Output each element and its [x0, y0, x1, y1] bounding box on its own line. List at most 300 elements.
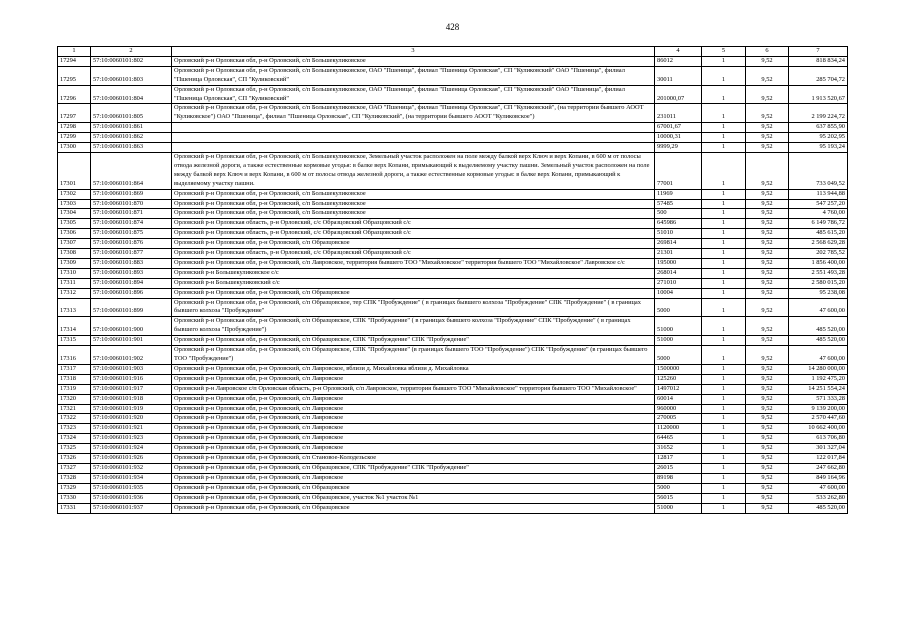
table-body: [58, 56, 848, 513]
row-number-cell: 17325: [58, 444, 91, 454]
share-cell: 1: [702, 85, 746, 104]
cadastral-value-cell: 2 570 447,60: [789, 414, 848, 424]
location-cell: Орловский р-н Орловская обл, р-н Орловский, с/п Становое-Колодезьское: [172, 454, 655, 464]
share-cell: 1: [702, 199, 746, 209]
table-row: [58, 268, 848, 278]
table-row: [58, 346, 848, 365]
share-cell: 1: [702, 404, 746, 414]
location-cell: Орловский р-н Орловская обл, р-н Орловский, с/п Большекуликовское, ОАО "Пшеница", филиал "Пшеница Орловская", СП "Куликовский", (на территории бывшего АООТ "Куликовское") ОАО "Пшеница", филиал "Пшеница Орловская", СП "Куликовский", (на территории бывшего АООТ "Куликовское"): [172, 104, 655, 123]
cadastral-value-cell: 1 913 520,67: [789, 85, 848, 104]
unit-price-cell: 9,52: [746, 229, 789, 239]
unit-price-cell: 9,52: [746, 454, 789, 464]
row-number-cell: 17320: [58, 394, 91, 404]
location-cell: Орловский р-н Орловская обл, р-н Орловский, с/п Лавровское: [172, 444, 655, 454]
cadastral-number-cell: 57:10:0060101:935: [91, 483, 172, 493]
location-cell: Орловский р-н Орловская обл, р-н Орловский, с/п Лавровское: [172, 414, 655, 424]
unit-price-cell: 9,52: [746, 104, 789, 123]
cadastral-number-cell: 57:10:0060101:902: [91, 346, 172, 365]
cadastral-number-cell: 57:10:0060101:803: [91, 66, 172, 85]
share-cell: 1: [702, 444, 746, 454]
cadastral-value-cell: 10 662 400,00: [789, 424, 848, 434]
unit-price-cell: 9,52: [746, 364, 789, 374]
location-cell: Орловский р-н Орловская обл, р-н Орловский, с/п Лавровское, территория бывшего ТОО "Михайловское" территория бывшего ТОО "Михайловское" Лавровское с/с: [172, 258, 655, 268]
location-cell: Орловский р-н Орловская обл, р-н Орловский, с/п Образцовское: [172, 288, 655, 298]
cadastral-value-cell: 47 600,00: [789, 346, 848, 365]
row-number-cell: 17297: [58, 104, 91, 123]
location-cell: Орловский р-н Орловская область, р-н Орловский, с/с Образцовский Образцовский с/с: [172, 229, 655, 239]
unit-price-cell: 9,52: [746, 123, 789, 133]
table-row: [58, 133, 848, 143]
location-cell: Орловский р-н Орловская обл, р-н Орловский, с/п Лавровское, вблизи д. Михайловка вблизи д. Михайловка: [172, 364, 655, 374]
cadastral-number-cell: 57:10:0060101:877: [91, 249, 172, 259]
unit-price-cell: 9,52: [746, 189, 789, 199]
unit-price-cell: 9,52: [746, 317, 789, 336]
unit-price-cell: 9,52: [746, 473, 789, 483]
table-row: [58, 239, 848, 249]
table-row: [58, 209, 848, 219]
cadastral-number-cell: 57:10:0060101:936: [91, 493, 172, 503]
location-cell: Орловский р-н Орловская область, р-н Орловский, с/с Образцовский Образцовский с/с: [172, 219, 655, 229]
area-cell: 960000: [655, 404, 702, 414]
area-cell: 201000,07: [655, 85, 702, 104]
row-number-cell: 17304: [58, 209, 91, 219]
row-number-cell: 17321: [58, 404, 91, 414]
cadastral-value-cell: 849 164,96: [789, 473, 848, 483]
cadastral-number-cell: 57:10:0060101:919: [91, 404, 172, 414]
unit-price-cell: 9,52: [746, 374, 789, 384]
row-number-cell: 17307: [58, 239, 91, 249]
location-cell: Орловский р-н Орловская обл, р-н Орловский, с/п Образцовское, СПК "Пробуждение" СПК "Пробуждение": [172, 336, 655, 346]
share-cell: 1: [702, 503, 746, 513]
cadastral-value-cell: 2 580 015,20: [789, 278, 848, 288]
area-cell: 231011: [655, 104, 702, 123]
cadastral-value-cell: 485 520,00: [789, 336, 848, 346]
cadastral-value-cell: 613 706,80: [789, 434, 848, 444]
share-cell: 1: [702, 473, 746, 483]
location-cell: [172, 143, 655, 153]
cadastral-number-cell: 57:10:0060101:805: [91, 104, 172, 123]
row-number-cell: 17298: [58, 123, 91, 133]
cadastral-value-cell: 122 017,84: [789, 454, 848, 464]
area-cell: 271010: [655, 278, 702, 288]
unit-price-cell: 9,52: [746, 404, 789, 414]
cadastral-value-cell: 733 049,52: [789, 152, 848, 189]
area-cell: 12817: [655, 454, 702, 464]
location-cell: Орловский р-н Большекуликовский с/с: [172, 278, 655, 288]
area-cell: 500: [655, 209, 702, 219]
unit-price-cell: 9,52: [746, 394, 789, 404]
unit-price-cell: 9,52: [746, 493, 789, 503]
area-cell: 1500000: [655, 364, 702, 374]
row-number-cell: 17302: [58, 189, 91, 199]
location-cell: Орловский р-н Орловская обл, р-н Орловский, с/п Большекуликовское: [172, 56, 655, 66]
land-register-table: [57, 46, 848, 514]
row-number-cell: 17310: [58, 268, 91, 278]
table-row: [58, 463, 848, 473]
column-header: 3: [172, 47, 655, 57]
share-cell: 1: [702, 229, 746, 239]
unit-price-cell: 9,52: [746, 346, 789, 365]
table-row: [58, 278, 848, 288]
area-cell: 268014: [655, 268, 702, 278]
area-cell: 67001,67: [655, 123, 702, 133]
location-cell: Орловский р-н Орловская обл, р-н Орловский, с/п Образцовское, СПК "Пробуждение" ( в границах бывшего колхоза "Пробуждение" СПК "Пробуждение" ( в границах бывшего колхоза "Пробуждение"): [172, 317, 655, 336]
location-cell: Орловский р-н Орловская обл, р-н Орловский, с/п Большекуликовское, ОАО "Пшеница", филиал "Пшеница Орловская", СП "Куликовский" ОАО "Пшеница", филиал "Пшеница Орловская", СП "Куликовский": [172, 85, 655, 104]
table-row: [58, 483, 848, 493]
cadastral-value-cell: 547 257,20: [789, 199, 848, 209]
table-row: [58, 298, 848, 317]
cadastral-number-cell: 57:10:0060101:894: [91, 278, 172, 288]
table-row: [58, 56, 848, 66]
share-cell: 1: [702, 364, 746, 374]
cadastral-number-cell: 57:10:0060101:923: [91, 434, 172, 444]
cadastral-number-cell: 57:10:0060101:883: [91, 258, 172, 268]
location-cell: [172, 133, 655, 143]
row-number-cell: 17318: [58, 374, 91, 384]
share-cell: 1: [702, 56, 746, 66]
area-cell: 86012: [655, 56, 702, 66]
cadastral-number-cell: 57:10:0060101:863: [91, 143, 172, 153]
share-cell: 1: [702, 483, 746, 493]
area-cell: 51000: [655, 503, 702, 513]
area-cell: 9999,29: [655, 143, 702, 153]
table-row: [58, 199, 848, 209]
cadastral-number-cell: 57:10:0060101:937: [91, 503, 172, 513]
cadastral-value-cell: 14 251 554,24: [789, 384, 848, 394]
area-cell: 56015: [655, 493, 702, 503]
unit-price-cell: 9,52: [746, 152, 789, 189]
location-cell: Орловский р-н Орловская обл, р-н Орловский, с/п Образцовское, участок №1 участок №1: [172, 493, 655, 503]
location-cell: Орловский р-н Орловская обл, р-н Орловский, с/п Образцовское: [172, 503, 655, 513]
unit-price-cell: 9,52: [746, 278, 789, 288]
cadastral-value-cell: 47 600,00: [789, 298, 848, 317]
area-cell: 57485: [655, 199, 702, 209]
cadastral-value-cell: 202 785,52: [789, 249, 848, 259]
cadastral-number-cell: 57:10:0060101:932: [91, 463, 172, 473]
table-row: [58, 229, 848, 239]
row-number-cell: 17331: [58, 503, 91, 513]
share-cell: 1: [702, 317, 746, 336]
share-cell: 1: [702, 394, 746, 404]
row-number-cell: 17313: [58, 298, 91, 317]
location-cell: Орловский р-н Орловская обл, р-н Орловский, с/п Большекуликовское: [172, 189, 655, 199]
cadastral-number-cell: 57:10:0060101:864: [91, 152, 172, 189]
table-row: [58, 384, 848, 394]
cadastral-number-cell: 57:10:0060101:874: [91, 219, 172, 229]
table-row: [58, 424, 848, 434]
cadastral-number-cell: 57:10:0060101:916: [91, 374, 172, 384]
unit-price-cell: 9,52: [746, 336, 789, 346]
table-row: [58, 364, 848, 374]
page-number: 428: [445, 22, 460, 32]
share-cell: 1: [702, 133, 746, 143]
unit-price-cell: 9,52: [746, 444, 789, 454]
column-header: 1: [58, 47, 91, 57]
row-number-cell: 17303: [58, 199, 91, 209]
share-cell: 1: [702, 336, 746, 346]
area-cell: 195000: [655, 258, 702, 268]
area-cell: 60014: [655, 394, 702, 404]
area-cell: 51000: [655, 336, 702, 346]
table-row: [58, 493, 848, 503]
table-row: [58, 85, 848, 104]
cadastral-value-cell: 571 333,28: [789, 394, 848, 404]
table-row: [58, 143, 848, 153]
unit-price-cell: 9,52: [746, 503, 789, 513]
location-cell: Орловский р-н Орловская обл, р-н Орловский, с/п Лавровское: [172, 424, 655, 434]
row-number-cell: 17319: [58, 384, 91, 394]
row-number-cell: 17328: [58, 473, 91, 483]
area-cell: 30011: [655, 66, 702, 85]
share-cell: 1: [702, 189, 746, 199]
unit-price-cell: 9,52: [746, 424, 789, 434]
cadastral-number-cell: 57:10:0060101:893: [91, 268, 172, 278]
table-row: [58, 189, 848, 199]
unit-price-cell: 9,52: [746, 268, 789, 278]
location-cell: Орловский р-н Орловская обл, р-н Орловский, с/п Образцовское, тер СПК "Пробуждение" ( в границах бывшего колхоза "Пробуждение" СПК "Пробуждение" ( в границах бывшего колхоза "Пробуждение": [172, 298, 655, 317]
location-cell: Орловский р-н Орловская обл, р-н Орловский, с/п Лавровское: [172, 394, 655, 404]
table-row: [58, 249, 848, 259]
cadastral-value-cell: 1 856 400,00: [789, 258, 848, 268]
share-cell: 1: [702, 209, 746, 219]
area-cell: 125260: [655, 374, 702, 384]
unit-price-cell: 9,52: [746, 239, 789, 249]
location-cell: Орловский р-н Орловская обл, р-н Орловский, с/п Лавровское: [172, 404, 655, 414]
row-number-cell: 17296: [58, 85, 91, 104]
cadastral-number-cell: 57:10:0060101:920: [91, 414, 172, 424]
cadastral-number-cell: 57:10:0060101:900: [91, 317, 172, 336]
table-row: [58, 288, 848, 298]
row-number-cell: 17330: [58, 493, 91, 503]
cadastral-number-cell: 57:10:0060101:903: [91, 364, 172, 374]
area-cell: 270005: [655, 414, 702, 424]
area-cell: 77001: [655, 152, 702, 189]
area-cell: 5000: [655, 483, 702, 493]
row-number-cell: 17299: [58, 133, 91, 143]
cadastral-value-cell: 285 704,72: [789, 66, 848, 85]
cadastral-value-cell: 9 139 200,00: [789, 404, 848, 414]
cadastral-value-cell: 2 551 493,28: [789, 268, 848, 278]
row-number-cell: 17301: [58, 152, 91, 189]
table-row: [58, 444, 848, 454]
area-cell: 10004: [655, 288, 702, 298]
table-row: [58, 454, 848, 464]
row-number-cell: 17316: [58, 346, 91, 365]
row-number-cell: 17322: [58, 414, 91, 424]
share-cell: 1: [702, 463, 746, 473]
share-cell: 1: [702, 152, 746, 189]
unit-price-cell: 9,52: [746, 298, 789, 317]
cadastral-value-cell: 485 520,00: [789, 503, 848, 513]
cadastral-value-cell: 113 944,88: [789, 189, 848, 199]
location-cell: Орловский р-н Орловская обл, р-н Орловский, с/п Большекуликовское, ОАО "Пшеница", филиал "Пшеница Орловская", СП "Куликовский" ОАО "Пшеница", филиал "Пшеница Орловская", СП "Куликовский": [172, 66, 655, 85]
cadastral-number-cell: 57:10:0060101:862: [91, 133, 172, 143]
location-cell: Орловский р-н Орловская область, р-н Орловский, с/с Образцовский Образцовский с/с: [172, 249, 655, 259]
area-cell: 1120000: [655, 424, 702, 434]
area-cell: 64465: [655, 434, 702, 444]
unit-price-cell: 9,52: [746, 66, 789, 85]
cadastral-number-cell: 57:10:0060101:924: [91, 444, 172, 454]
location-cell: Орловский р-н Орловская обл, р-н Орловский, с/п Большекуликовское: [172, 209, 655, 219]
column-header: 7: [789, 47, 848, 57]
unit-price-cell: 9,52: [746, 384, 789, 394]
row-number-cell: 17306: [58, 229, 91, 239]
cadastral-number-cell: 57:10:0060101:869: [91, 189, 172, 199]
location-cell: Орловский р-н Орловская обл, р-н Орловский, с/п Большекуликовское: [172, 199, 655, 209]
cadastral-value-cell: 6 149 786,72: [789, 219, 848, 229]
row-number-cell: 17309: [58, 258, 91, 268]
table-row: [58, 473, 848, 483]
area-cell: 5000: [655, 298, 702, 317]
cadastral-number-cell: 57:10:0060101:876: [91, 239, 172, 249]
share-cell: 1: [702, 219, 746, 229]
location-cell: Орловский р-н Орловская обл, р-н Орловский, с/п Лавровское: [172, 434, 655, 444]
cadastral-value-cell: 533 262,80: [789, 493, 848, 503]
unit-price-cell: 9,52: [746, 56, 789, 66]
unit-price-cell: 9,52: [746, 199, 789, 209]
cadastral-value-cell: 2 568 629,28: [789, 239, 848, 249]
location-cell: Орловский р-н Орловская обл, р-н Орловский, с/п Лавровское: [172, 374, 655, 384]
unit-price-cell: 9,52: [746, 209, 789, 219]
unit-price-cell: 9,52: [746, 463, 789, 473]
area-cell: 11969: [655, 189, 702, 199]
row-number-cell: 17323: [58, 424, 91, 434]
location-cell: Орловский р-н Орловская обл, р-н Орловский, с/п Образцовское: [172, 239, 655, 249]
unit-price-cell: 9,52: [746, 143, 789, 153]
cadastral-value-cell: 637 855,90: [789, 123, 848, 133]
row-number-cell: 17312: [58, 288, 91, 298]
unit-price-cell: 9,52: [746, 434, 789, 444]
share-cell: 1: [702, 123, 746, 133]
row-number-cell: 17317: [58, 364, 91, 374]
area-cell: 51010: [655, 229, 702, 239]
column-header: 5: [702, 47, 746, 57]
unit-price-cell: 9,52: [746, 483, 789, 493]
share-cell: 1: [702, 384, 746, 394]
table-row: [58, 152, 848, 189]
share-cell: 1: [702, 493, 746, 503]
share-cell: 1: [702, 288, 746, 298]
cadastral-value-cell: 485 520,00: [789, 317, 848, 336]
table-row: [58, 404, 848, 414]
area-cell: 5000: [655, 346, 702, 365]
row-number-cell: 17305: [58, 219, 91, 229]
location-cell: Орловский р-н Орловская обл, р-н Орловский, с/п Образцовское, СПК "Пробуждение" СПК "Пробуждение": [172, 463, 655, 473]
location-cell: Орловский р-н Орловская обл, р-н Орловский, с/п Большекуликовское, Земельный участок расположен на поле между балкой верх Ключ и верх Копани, в 600 м от полосы отвода железной дороги, а также естественные кормовые угодья: в балке верх Копани, примыкающий к выделяемому участку пашни. Земельный участок расположен на поле между балкой верх Ключ и верх Копани, в 600 м от полосы отвода железной дороги, а также естественные кормовые угодья: в балке верх Копани, примыкающий к выделяемому участку пашни.: [172, 152, 655, 189]
cadastral-number-cell: 57:10:0060101:899: [91, 298, 172, 317]
share-cell: 1: [702, 298, 746, 317]
table-header-row: [58, 47, 848, 57]
location-cell: Орловский р-н Большекуликовское с/с: [172, 268, 655, 278]
table-row: [58, 219, 848, 229]
cadastral-value-cell: 818 834,24: [789, 56, 848, 66]
cadastral-number-cell: 57:10:0060101:921: [91, 424, 172, 434]
share-cell: 1: [702, 239, 746, 249]
area-cell: 269814: [655, 239, 702, 249]
share-cell: 1: [702, 66, 746, 85]
column-header: 4: [655, 47, 702, 57]
area-cell: 51000: [655, 317, 702, 336]
row-number-cell: 17314: [58, 317, 91, 336]
table-row: [58, 434, 848, 444]
location-cell: Орловский р-н Орловская обл, р-н Орловский, с/п Образцовское: [172, 483, 655, 493]
cadastral-value-cell: 95 202,95: [789, 133, 848, 143]
share-cell: 1: [702, 424, 746, 434]
share-cell: 1: [702, 104, 746, 123]
cadastral-number-cell: 57:10:0060101:917: [91, 384, 172, 394]
area-cell: 26015: [655, 463, 702, 473]
table-row: [58, 258, 848, 268]
location-cell: Орловский р-н Орловская обл, р-н Орловский, с/п Образцовское, СПК "Пробуждение" (в границах бывшего ТОО "Пробуждение") СПК "Пробуждение" (в границах бывшего ТОО "Пробуждение"): [172, 346, 655, 365]
unit-price-cell: 9,52: [746, 219, 789, 229]
unit-price-cell: 9,52: [746, 258, 789, 268]
area-cell: 31652: [655, 444, 702, 454]
location-cell: Орловский р-н Лавровское с/п Орловская область, р-н Орловский, с/п Лавровское, территория бывшего ТОО "Михайловское" территория бывшего ТОО "Михайловское": [172, 384, 655, 394]
area-cell: 645986: [655, 219, 702, 229]
cadastral-number-cell: 57:10:0060101:871: [91, 209, 172, 219]
unit-price-cell: 9,52: [746, 85, 789, 104]
cadastral-value-cell: 301 327,04: [789, 444, 848, 454]
column-header: 2: [91, 47, 172, 57]
row-number-cell: 17300: [58, 143, 91, 153]
cadastral-number-cell: 57:10:0060101:896: [91, 288, 172, 298]
table-row: [58, 414, 848, 424]
area-cell: 10000,31: [655, 133, 702, 143]
cadastral-value-cell: 95 193,24: [789, 143, 848, 153]
row-number-cell: 17295: [58, 66, 91, 85]
share-cell: 1: [702, 346, 746, 365]
share-cell: 1: [702, 249, 746, 259]
cadastral-value-cell: 2 199 224,72: [789, 104, 848, 123]
cadastral-number-cell: 57:10:0060101:926: [91, 454, 172, 464]
table-row: [58, 104, 848, 123]
cadastral-number-cell: 57:10:0060101:861: [91, 123, 172, 133]
share-cell: 1: [702, 278, 746, 288]
cadastral-number-cell: 57:10:0060101:804: [91, 85, 172, 104]
share-cell: 1: [702, 374, 746, 384]
cadastral-value-cell: 4 760,00: [789, 209, 848, 219]
cadastral-number-cell: 57:10:0060101:802: [91, 56, 172, 66]
row-number-cell: 17315: [58, 336, 91, 346]
table-row: [58, 123, 848, 133]
unit-price-cell: 9,52: [746, 133, 789, 143]
row-number-cell: 17308: [58, 249, 91, 259]
cadastral-number-cell: 57:10:0060101:901: [91, 336, 172, 346]
cadastral-value-cell: 1 192 475,20: [789, 374, 848, 384]
row-number-cell: 17311: [58, 278, 91, 288]
cadastral-number-cell: 57:10:0060101:918: [91, 394, 172, 404]
area-cell: 1497012: [655, 384, 702, 394]
unit-price-cell: 9,52: [746, 288, 789, 298]
cadastral-value-cell: 95 238,08: [789, 288, 848, 298]
unit-price-cell: 9,52: [746, 249, 789, 259]
cadastral-value-cell: 485 615,20: [789, 229, 848, 239]
cadastral-number-cell: 57:10:0060101:934: [91, 473, 172, 483]
cadastral-value-cell: 14 280 000,00: [789, 364, 848, 374]
location-cell: [172, 123, 655, 133]
table-row: [58, 336, 848, 346]
column-header: 6: [746, 47, 789, 57]
share-cell: 1: [702, 258, 746, 268]
table-row: [58, 317, 848, 336]
row-number-cell: 17329: [58, 483, 91, 493]
row-number-cell: 17324: [58, 434, 91, 444]
table-row: [58, 66, 848, 85]
table-row: [58, 503, 848, 513]
row-number-cell: 17294: [58, 56, 91, 66]
cadastral-value-cell: 247 662,80: [789, 463, 848, 473]
share-cell: 1: [702, 143, 746, 153]
